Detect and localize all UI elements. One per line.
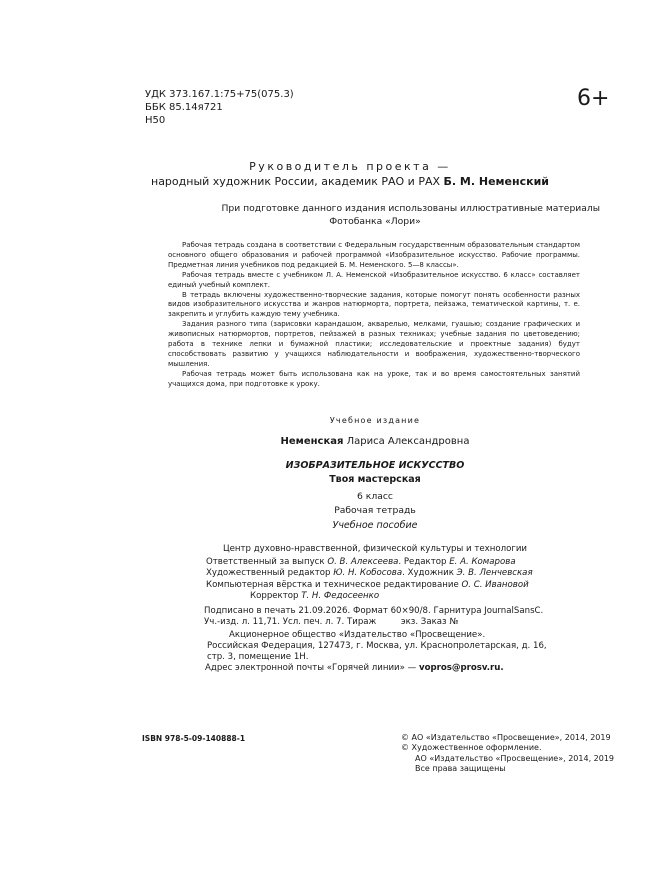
udk-block (145, 88, 294, 127)
staff-name: Т. Н. Федосеенко (301, 590, 380, 601)
annotation-paragraph: Рабочая тетрадь может быть использована как на уроке, так и во время самостоятельных занятий учащихся дома, при подготовке к уроку. (168, 369, 580, 388)
annotation-paragraph: Рабочая тетрадь вместе с учебником Л. А. Неменской «Изобразительное искусство. 6 класс» составляет единый учебный комплект. (168, 270, 580, 289)
book-subtitle: Твоя мастерская (329, 474, 421, 485)
author-surname: Неменская (280, 436, 344, 447)
project-lead-title: народный художник России, академик РАО и РАХ (151, 175, 444, 188)
bbk-code: ББК 85.14я721 (145, 102, 223, 113)
staff-line (206, 568, 533, 579)
project-lead-line (140, 175, 560, 188)
annotation (168, 241, 580, 390)
print-line: Подписано в печать 21.09.2026. Формат 60×90/8. Гарнитура JournalSansC. (204, 606, 544, 616)
annotation-paragraph: Задания разного типа (зарисовки карандашом, акварелью, мелками, гуашью; создание графических и живописных натюрмортов, портретов, пейзажей в разных техниках; учебные задания по цветоведению; работа в технике лепки и бумажной пластики; исследовательские и проектные задания) будут способствовать развитию у учащихся наблюдательности и воображения, художественно-творческого мышления. (168, 320, 580, 368)
staff-name: Ю. Н. Кобосова (333, 568, 403, 579)
grade: 6 класс (357, 491, 393, 502)
staff-line (206, 557, 533, 568)
print-details (204, 606, 543, 628)
staff-name: О. В. Алексеева (327, 557, 399, 567)
staff-name: Э. В. Ленчевская (456, 568, 533, 579)
isbn: ISBN 978-5-09-140888-1 (142, 734, 246, 743)
print-line: Уч.-изд. л. 11,71. Усл. печ. л. 7. Тираж экз. Заказ № (204, 617, 459, 628)
publisher-address: Российская Федерация, 127473, г. Москва, ул. Краснопролетарская, д. 16, (207, 641, 547, 652)
edition-type: Учебное издание (329, 416, 421, 425)
udk-code: УДК 373.167.1:75+75(075.3) (145, 89, 294, 100)
publisher-name: Акционерное общество «Издательство «Просвещение». (229, 630, 486, 640)
photobank-note: При подготовке данного издания использованы иллюстративные материалы (221, 203, 600, 214)
staff-list (206, 557, 533, 602)
copyright-line: © Художественное оформление. (401, 743, 542, 753)
staff-role: Ответственный за выпуск (206, 557, 328, 567)
staff-role: Корректор (250, 590, 302, 601)
publisher-details (207, 630, 547, 664)
book-type: Рабочая тетрадь (334, 505, 416, 516)
copyright-line: © АО «Издательство «Просвещение», 2014, 2019 (401, 733, 611, 742)
copyright-block (401, 733, 614, 774)
book-purpose: Учебное пособие (332, 520, 418, 531)
project-lead-heading: Руководитель проекта — (249, 160, 451, 173)
staff-name: Е. А. Комарова (449, 557, 516, 567)
project-lead-name: Б. М. Неменский (443, 175, 549, 188)
age-rating: 6+ (577, 86, 610, 111)
author-given-names: Лариса Александровна (343, 436, 470, 447)
email-label: Адрес электронной почты «Горячей линии» — (205, 663, 419, 673)
hotline-email (205, 663, 504, 673)
editorial-center: Центр духовно-нравственной, физической культуры и технологии (222, 544, 528, 554)
staff-name: О. С. Ивановой (461, 579, 529, 590)
staff-role: . Редактор (398, 557, 450, 567)
staff-line (206, 580, 533, 591)
book-title: ИЗОБРАЗИТЕЛЬНОЕ ИСКУССТВО (285, 460, 465, 471)
author-mark: Н50 (145, 115, 166, 126)
photobank-name: Фотобанка «Лори» (329, 216, 421, 227)
annotation-paragraph: Рабочая тетрадь создана в соответствии с Федеральным государственным образовательным стандартом основного общего образования и рабочей программой «Изобразительное искусство. Рабочие программы. Предметная линия учебников под редакцией Б. М. Неменского. 5—8 классы». (168, 241, 580, 269)
annotation-paragraph: В тетрадь включены художественно-творческие задания, которые помогут понять особенности разных видов изобразительного искусства и жанров натюрморта, портрета, пейзажа, тематической картины, т. е. закрепить и углубить каждую тему учебника. (168, 290, 580, 319)
copyright-line: Все права защищены (415, 763, 506, 773)
author-line (150, 436, 600, 447)
staff-role: Художественный редактор (206, 568, 334, 579)
staff-role: . Художник (402, 568, 457, 579)
email-link[interactable]: vopros@prosv.ru. (418, 663, 504, 673)
staff-role: Компьютерная вёрстка и техническое редактирование (206, 579, 462, 590)
staff-line (206, 591, 533, 602)
publisher-address: стр. 3, помещение 1Н. (207, 652, 309, 663)
copyright-line: АО «Издательство «Просвещение», 2014, 2019 (415, 753, 615, 763)
